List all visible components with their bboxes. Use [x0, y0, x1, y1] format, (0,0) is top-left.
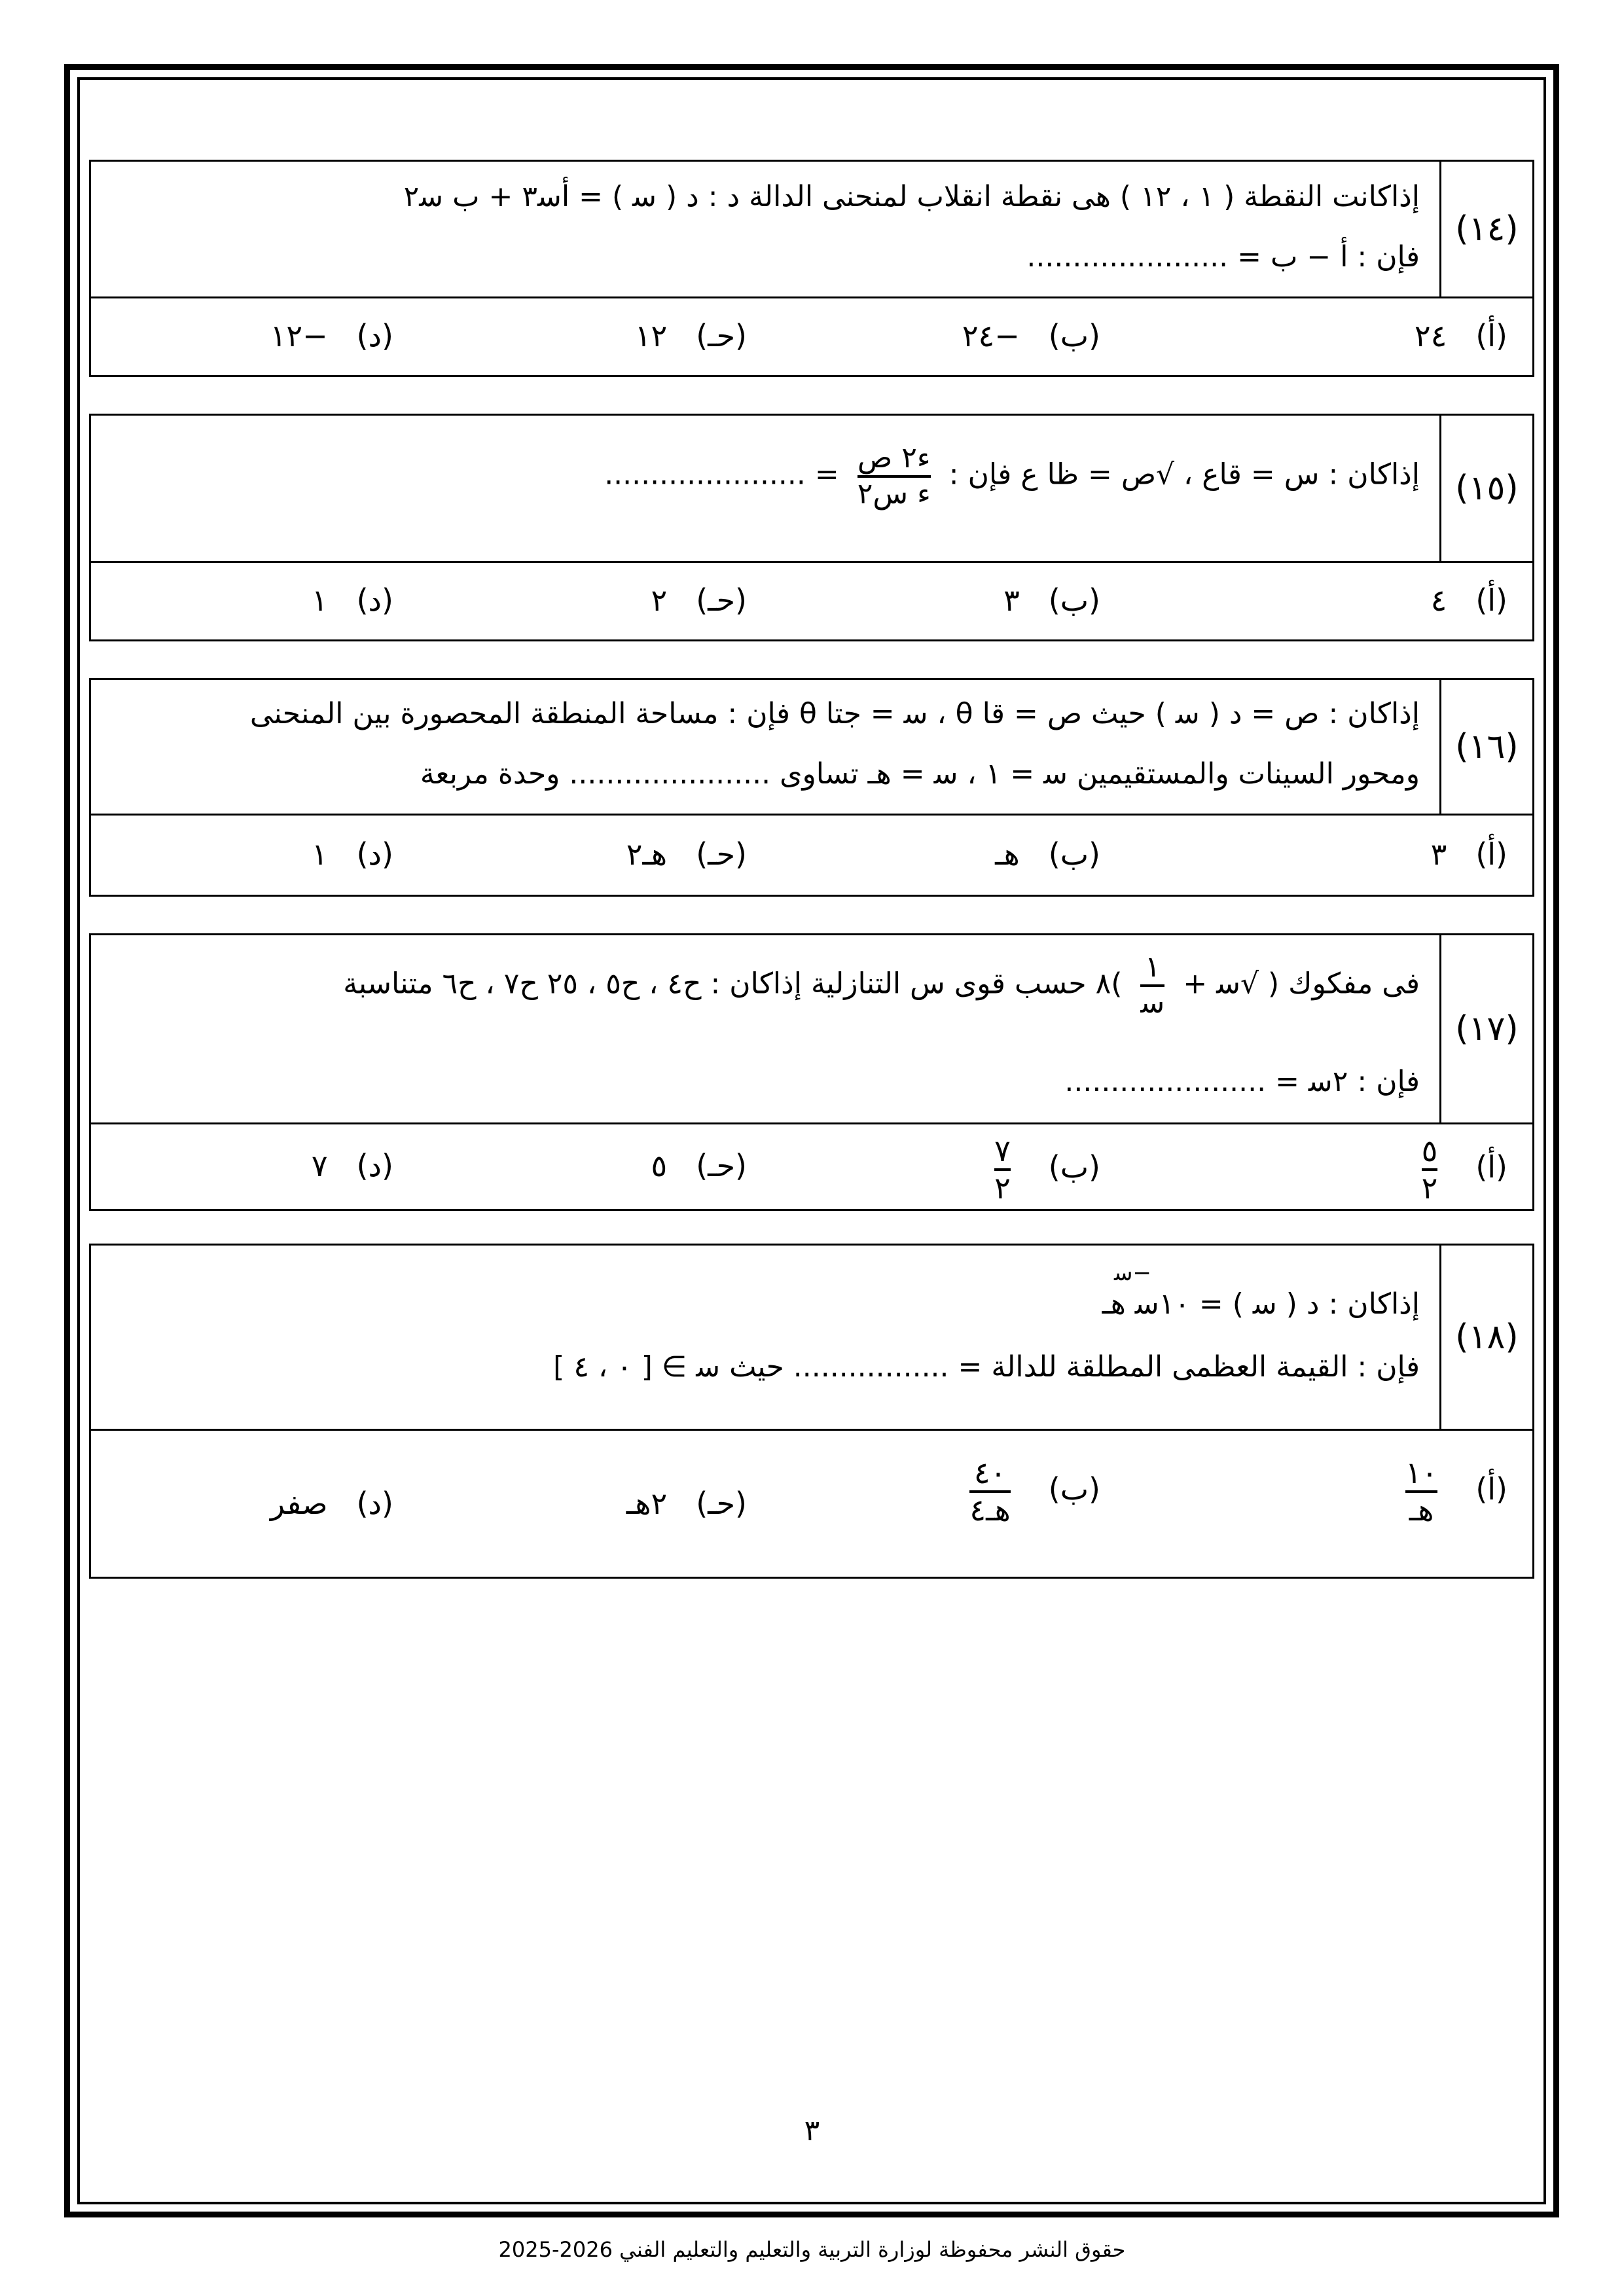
option-d[interactable]: (د)١ — [311, 583, 393, 618]
options-row — [91, 1122, 1532, 1209]
option-b[interactable]: (ب)−٢٤ — [962, 318, 1100, 353]
page-number: ٣ — [804, 2114, 820, 2147]
stem-line-2: ومحور السينات والمستقيمين ﺳ = ١ ، ﺳ = هـ تساوى ...................... وحدة مربعة — [420, 757, 1420, 791]
question-stem — [91, 162, 1439, 296]
stem-line-2: فإن : ﺃ − ﺏ = ...................... — [1026, 240, 1420, 274]
stem-line-1: إذاكان : س = قاع ، √ص = ظا ع فإن : $\frac{\text{ء٢ ص}}{\text{ء س٢}}$ = ...................... — [604, 441, 1420, 511]
copyright-notice: حقوق النشر محفوظة لوزارة التربية والتعليم والتعليم الفني 2026-2025 — [498, 2237, 1126, 2262]
question-stem — [91, 935, 1439, 1122]
question-number: (١٥) — [1439, 416, 1532, 561]
binomial-fraction: $\frac{١}{\text{ﺳ}}$ — [1140, 950, 1165, 1020]
question-15 — [89, 414, 1534, 641]
option-c[interactable]: (حـ)٢ — [651, 583, 747, 618]
option-d[interactable]: (د)−١٢ — [270, 318, 393, 353]
question-14 — [89, 160, 1534, 377]
option-a[interactable]: (ﺃ)٢٤ — [1414, 318, 1507, 353]
stem-line-1: إذاكان : ص = د ( ﺳ ) حيث ص = قا θ ، ﺳ = جتا θ فإن : مساحة المنطقة المحصورة بين المنحنى — [249, 697, 1420, 730]
question-number: (١٤) — [1439, 162, 1532, 296]
stem-line-2: فإن : ٢ﺳ = ...................... — [1064, 1065, 1420, 1098]
options-row — [91, 561, 1532, 639]
question-number: (١٧) — [1439, 935, 1532, 1122]
option-a[interactable]: (ﺃ) $\frac{٥}{٢}$ — [1421, 1133, 1507, 1206]
options-row — [91, 814, 1532, 895]
options-row — [91, 1429, 1532, 1577]
question-stem — [91, 1246, 1439, 1429]
option-b[interactable]: (ب) $\frac{٧}{٢}$ — [994, 1133, 1100, 1206]
option-c[interactable]: (حـ)هـ٢ — [626, 836, 747, 872]
option-d[interactable]: (د)٧ — [311, 1148, 393, 1183]
question-number: (١٨) — [1439, 1246, 1532, 1429]
question-16 — [89, 678, 1534, 897]
option-a[interactable]: (ﺃ)٤ — [1430, 583, 1507, 618]
option-a[interactable]: (ﺃ) $\frac{١٠}{\text{هـ}}$ — [1405, 1455, 1507, 1528]
option-d[interactable]: (د)صفر — [270, 1486, 393, 1521]
stem-line-2: فإن : القيمة العظمى المطلقة للدالة = ................. حيث ﺳ ∋ [ ٠ ، ٤ ] — [553, 1350, 1420, 1384]
question-stem — [91, 416, 1439, 561]
option-b[interactable]: (ب) $\frac{٤٠}{\text{هـ٤}}$ — [969, 1455, 1100, 1528]
question-number: (١٦) — [1439, 680, 1532, 814]
stem-line-1: فى مفكوك ( √ﺳ + $\frac{١}{\text{ﺳ}}$ )٨ حسب قوى س التنازلية إذاكان : ح٤ ، ح٥ ، ٢٥ ح٧ ، ح٦ متناسبة — [343, 950, 1420, 1020]
question-stem — [91, 680, 1439, 814]
option-b[interactable]: (ب)هـ — [995, 836, 1100, 872]
option-c[interactable]: (حـ)٥ — [651, 1148, 747, 1183]
options-row — [91, 296, 1532, 375]
stem-line-1: إذاكان : د ( ﺳ ) = ١٠ﺳ هـ — [1102, 1287, 1420, 1321]
question-17 — [89, 933, 1534, 1211]
option-b[interactable]: (ب)٣ — [1003, 583, 1100, 618]
stem-line-1: إذاكانت النقطة ( ١ ، ١٢ ) هى نقطة انقلاب لمنحنى الدالة د : د ( ﺳ ) = ﺃﺳ٣ + ﺏ ﺳ٢ — [403, 180, 1420, 213]
option-d[interactable]: (د)١ — [311, 836, 393, 872]
derivative-fraction: $\frac{\text{ء٢ ص}}{\text{ء س٢}}$ — [857, 441, 931, 511]
option-a[interactable]: (ﺃ)٣ — [1430, 836, 1507, 872]
option-c[interactable]: (حـ)١٢ — [634, 318, 747, 353]
stem-exponent: −ﺳ — [1114, 1260, 1151, 1286]
option-c[interactable]: (حـ)٢هـ — [626, 1486, 747, 1521]
question-18 — [89, 1244, 1534, 1579]
